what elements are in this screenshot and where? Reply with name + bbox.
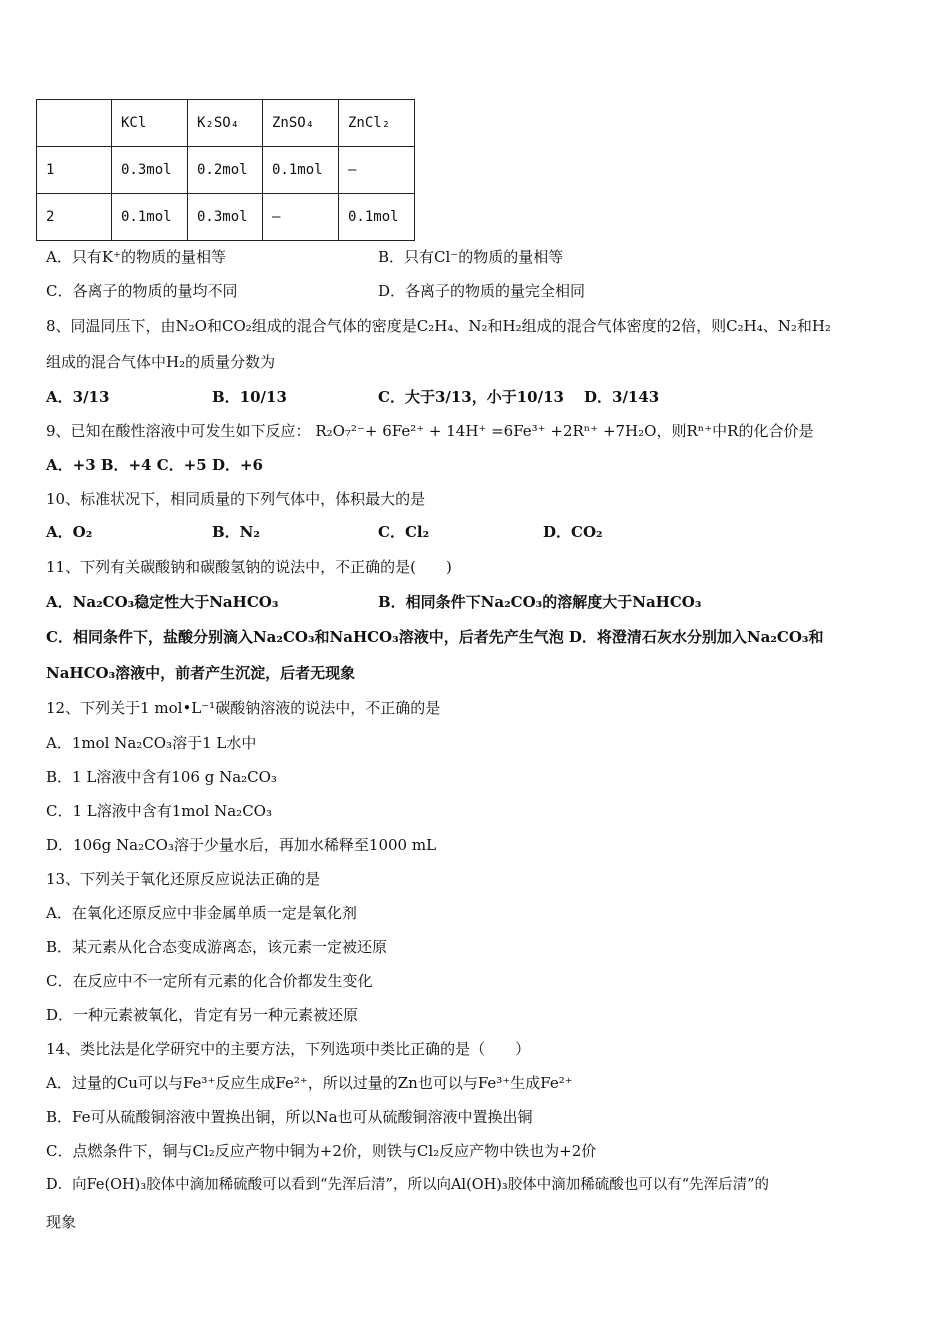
table-row [37, 147, 415, 194]
q14-option-c: C．点燃条件下，铜与Cl₂反应产物中铜为+2价，则铁与Cl₂反应产物中铁也为+2价 [46, 1142, 597, 1160]
q7-option-d: D．各离子的物质的量完全相同 [378, 282, 586, 300]
table-cell: 0.3mol [112, 147, 188, 194]
table-cell: 0.3mol [188, 194, 263, 241]
q9-stem: 9、已知在酸性溶液中可发生如下反应： R₂O₇²⁻+ 6Fe²⁺ + 14H⁺ =6Fe³⁺ +2Rⁿ⁺ +7H₂O，则Rⁿ⁺中R的化合价是 [46, 422, 814, 440]
q11-option-b: B．相同条件下Na₂CO₃的溶解度大于NaHCO₃ [378, 593, 702, 611]
table-header-cell: K₂SO₄ [188, 100, 263, 147]
table-cell: 1 [37, 147, 112, 194]
table-cell: 2 [37, 194, 112, 241]
q8-option-a: A．3/13 [46, 388, 110, 406]
q14-option-a: A．过量的Cu可以与Fe³⁺反应生成Fe²⁺，所以过量的Zn也可以与Fe³⁺生成Fe²⁺ [46, 1074, 573, 1092]
table-cell: 0.1mol [263, 147, 339, 194]
q8-option-d: D．3/143 [584, 388, 660, 406]
q11-stem: 11、下列有关碳酸钠和碳酸氢钠的说法中，不正确的是( ) [46, 558, 452, 576]
table-cell: — [263, 194, 339, 241]
q12-stem: 12、下列关于1 mol•L⁻¹碳酸钠溶液的说法中，不正确的是 [46, 699, 441, 717]
q14-stem: 14、类比法是化学研究中的主要方法，下列选项中类比正确的是（ ） [46, 1040, 531, 1058]
q14-option-b: B．Fe可从硫酸铜溶液中置换出铜，所以Na也可从硫酸铜溶液中置换出铜 [46, 1108, 533, 1126]
q12-option-d: D．106g Na₂CO₃溶于少量水后，再加水稀释至1000 mL [46, 836, 437, 854]
q11-option-c: C．相同条件下，盐酸分别滴入Na₂CO₃和NaHCO₃溶液中，后者先产生气泡 D．将澄清石灰水分别加入Na₂CO₃和 [46, 628, 824, 646]
q12-option-b: B．1 L溶液中含有106 g Na₂CO₃ [46, 768, 277, 786]
q7-option-b: B．只有Cl⁻的物质的量相等 [378, 248, 564, 266]
table-header-cell: ZnCl₂ [339, 100, 415, 147]
table-cell: 0.1mol [339, 194, 415, 241]
q7-option-a: A．只有K⁺的物质的量相等 [46, 248, 226, 266]
q10-stem: 10、标准状况下，相同质量的下列气体中，体积最大的是 [46, 490, 426, 508]
table-cell: 0.2mol [188, 147, 263, 194]
q12-option-c: C．1 L溶液中含有1mol Na₂CO₃ [46, 802, 272, 820]
table-header-row [37, 100, 415, 147]
q7-option-c: C．各离子的物质的量均不同 [46, 282, 238, 300]
ion-amount-table [36, 99, 415, 241]
q11-option-d-cont: NaHCO₃溶液中，前者产生沉淀，后者无现象 [46, 664, 356, 682]
q10-option-d: D．CO₂ [543, 523, 603, 541]
q13-option-c: C．在反应中不一定所有元素的化合价都发生变化 [46, 972, 373, 990]
table-header-cell: KCl [112, 100, 188, 147]
q14-option-d: D．向Fe(OH)₃胶体中滴加稀硫酸可以看到“先浑后清”，所以向Al(OH)₃胶体中滴加稀硫酸也可以有“先浑后清”的 [46, 1177, 770, 1193]
table-header-cell [37, 100, 112, 147]
table-row [37, 194, 415, 241]
q8-stem: 8、同温同压下，由N₂O和CO₂组成的混合气体的密度是C₂H₄、N₂和H₂组成的混合气体密度的2倍，则C₂H₄、N₂和H₂ [46, 317, 831, 335]
q9-options: A．+3 B．+4 C．+5 D．+6 [46, 456, 263, 474]
q10-option-b: B．N₂ [212, 523, 260, 541]
table-header-cell: ZnSO₄ [263, 100, 339, 147]
q13-option-a: A．在氧化还原反应中非金属单质一定是氧化剂 [46, 904, 357, 922]
q8-option-b: B．10/13 [212, 388, 287, 406]
q8-option-c: C．大于3/13，小于10/13 [378, 388, 564, 406]
q12-option-a: A．1mol Na₂CO₃溶于1 L水中 [46, 734, 257, 752]
q13-option-b: B．某元素从化合态变成游离态，该元素一定被还原 [46, 938, 388, 956]
table-cell: 0.1mol [112, 194, 188, 241]
q10-option-a: A．O₂ [46, 523, 93, 541]
q8-stem-cont: 组成的混合气体中H₂的质量分数为 [46, 353, 276, 371]
q10-option-c: C．Cl₂ [378, 523, 430, 541]
q14-option-d-cont: 现象 [46, 1213, 77, 1231]
q13-option-d: D．一种元素被氧化，肯定有另一种元素被还原 [46, 1006, 359, 1024]
q13-stem: 13、下列关于氧化还原反应说法正确的是 [46, 870, 321, 888]
table-cell: — [339, 147, 415, 194]
q11-option-a: A．Na₂CO₃稳定性大于NaHCO₃ [46, 593, 279, 611]
